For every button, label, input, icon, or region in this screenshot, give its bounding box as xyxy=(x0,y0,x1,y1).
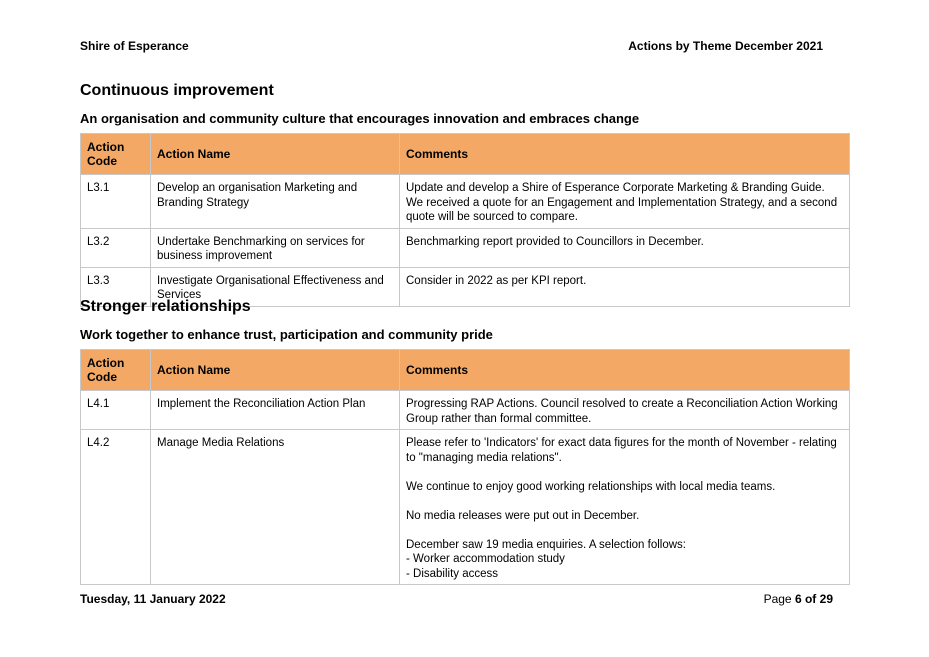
table-header-row xyxy=(81,134,850,175)
action-code-cell: L3.2 xyxy=(81,228,151,267)
footer-date: Tuesday, 11 January 2022 xyxy=(80,592,226,606)
page-number xyxy=(764,592,833,606)
comment-list-item: - Disability access xyxy=(406,567,499,580)
page-current: 6 xyxy=(794,592,802,606)
comment-paragraph: We continue to enjoy good working relationships with local media teams. xyxy=(406,480,776,493)
header-org: Shire of Esperance xyxy=(80,39,189,53)
column-header-comments: Comments xyxy=(400,350,850,391)
comment-paragraph: No media releases were put out in December. xyxy=(406,509,640,522)
page-total: 29 xyxy=(819,592,833,606)
action-name-cell: Develop an organisation Marketing and Branding Strategy xyxy=(151,175,400,229)
action-name-cell: Manage Media Relations xyxy=(151,430,400,585)
action-name-cell: Implement the Reconciliation Action Plan xyxy=(151,391,400,430)
action-code-cell: L3.1 xyxy=(81,175,151,229)
table-row xyxy=(81,175,850,229)
table-row xyxy=(81,391,850,430)
action-name-cell: Investigate Organisational Effectiveness and Services xyxy=(151,267,400,306)
table-row xyxy=(81,430,850,585)
actions-table-continuous-improvement xyxy=(80,133,850,307)
actions-table-stronger-relationships xyxy=(80,349,850,585)
action-code-cell: L3.3 xyxy=(81,267,151,306)
comment-cell: Update and develop a Shire of Esperance Corporate Marketing & Branding Guide. We received a quote for an Engagement and Implementation Strategy, and a second quote will be sourced to compare. xyxy=(400,175,850,229)
action-code-cell: L4.2 xyxy=(81,430,151,585)
action-code-cell: L4.1 xyxy=(81,391,151,430)
column-header-action-name: Action Name xyxy=(151,134,400,175)
page-prefix: Page xyxy=(763,592,792,606)
table-header-row xyxy=(81,350,850,391)
action-name-cell: Undertake Benchmarking on services for business improvement xyxy=(151,228,400,267)
comment-cell xyxy=(400,430,850,585)
column-header-action-name: Action Name xyxy=(151,350,400,391)
comment-paragraph: Please refer to 'Indicators' for exact data figures for the month of November - relating to "managing media relations". xyxy=(406,437,837,464)
column-header-action-code: Action Code xyxy=(81,350,151,391)
column-header-action-code: Action Code xyxy=(81,134,151,175)
comment-paragraph: December saw 19 media enquiries. A selection follows: xyxy=(406,538,686,551)
comment-cell: Progressing RAP Actions. Council resolved to create a Reconciliation Action Working Group rather than formal committee. xyxy=(400,391,850,430)
comment-cell: Consider in 2022 as per KPI report. xyxy=(400,267,850,306)
comment-list-item: - Worker accommodation study xyxy=(406,553,565,565)
comment-cell: Benchmarking report provided to Councillors in December. xyxy=(400,228,850,267)
page-of: of xyxy=(804,592,817,606)
column-header-comments: Comments xyxy=(400,134,850,175)
section-title-stronger-relationships: Stronger relationships xyxy=(80,298,251,315)
section-subtitle: Work together to enhance trust, participation and community pride xyxy=(80,327,493,342)
table-row xyxy=(81,228,850,267)
section-subtitle: An organisation and community culture that encourages innovation and embraces change xyxy=(80,111,640,126)
header-report-title: Actions by Theme December 2021 xyxy=(628,39,823,53)
section-title-continuous-improvement: Continuous improvement xyxy=(80,82,274,99)
